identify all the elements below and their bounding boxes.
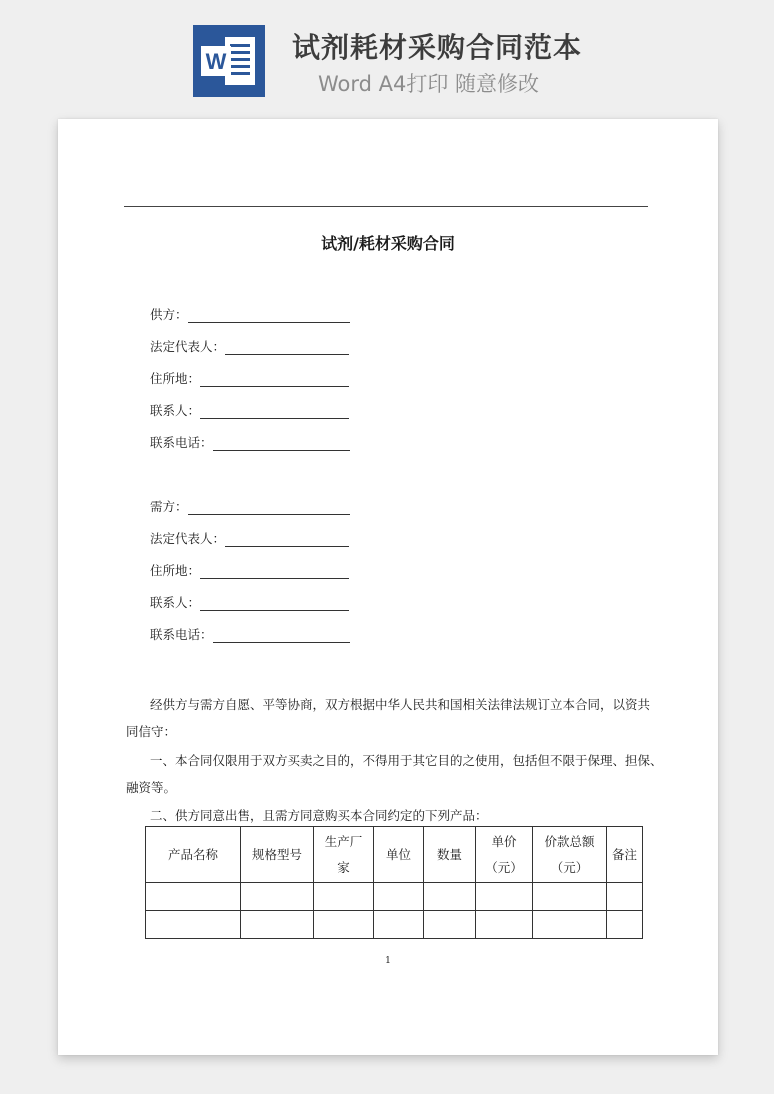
col-header-remarks: 备注 — [607, 827, 643, 883]
table-cell[interactable] — [607, 911, 643, 939]
buyer-address-label: 住所地： — [150, 563, 201, 578]
table-cell[interactable] — [476, 883, 533, 911]
product-table — [145, 826, 643, 939]
word-icon-letter: W — [205, 49, 227, 74]
table-cell[interactable] — [374, 911, 424, 939]
contract-title: 试剂/耗材采购合同 — [321, 234, 455, 253]
supplier-contact-field — [150, 401, 349, 419]
table-cell[interactable] — [424, 911, 476, 939]
buyer-phone-blank[interactable] — [213, 626, 350, 643]
supplier-legal-rep-field — [150, 337, 349, 355]
supplier-party-field — [150, 305, 350, 323]
table-row — [146, 911, 643, 939]
document-page — [58, 119, 718, 1055]
supplier-legal-rep-label: 法定代表人： — [150, 339, 226, 354]
table-cell[interactable] — [314, 911, 374, 939]
buyer-party-blank[interactable] — [188, 498, 350, 515]
table-row — [146, 883, 643, 911]
buyer-address-blank[interactable] — [200, 562, 349, 579]
supplier-party-label: 供方： — [150, 307, 188, 322]
table-cell[interactable] — [533, 883, 607, 911]
clause1-line1: 一、本合同仅限用于双方买卖之目的，不得用于其它目的之使用，包括但不限于保理、担保、 — [150, 753, 663, 768]
supplier-phone-field — [150, 433, 350, 451]
table-cell[interactable] — [146, 911, 241, 939]
watermark — [91, 474, 131, 514]
page-number: 1 — [385, 956, 391, 966]
col-header-product-name: 产品名称 — [146, 827, 241, 883]
buyer-legal-rep-field — [150, 529, 349, 547]
header-rule — [124, 206, 648, 207]
table-header-row — [146, 827, 643, 883]
supplier-address-blank[interactable] — [200, 370, 349, 387]
page-subtitle: Word A4打印 随意修改 — [318, 72, 540, 96]
col-header-total-price: 价款总额 （元） — [533, 827, 607, 883]
buyer-address-field — [150, 561, 349, 579]
supplier-phone-blank[interactable] — [213, 434, 350, 451]
buyer-legal-rep-blank[interactable] — [225, 530, 349, 547]
table-cell[interactable] — [533, 911, 607, 939]
supplier-address-field — [150, 369, 349, 387]
clause1-line2: 融资等。 — [126, 780, 177, 795]
col-header-unit-price: 单价 （元） — [476, 827, 533, 883]
buyer-party-label: 需方： — [150, 499, 188, 514]
col-header-unit: 单位 — [374, 827, 424, 883]
intro-paragraph-line2: 同信守： — [126, 724, 177, 739]
buyer-legal-rep-label: 法定代表人： — [150, 531, 226, 546]
table-cell[interactable] — [314, 883, 374, 911]
table-cell[interactable] — [241, 883, 314, 911]
supplier-party-blank[interactable] — [188, 306, 350, 323]
page-header — [0, 0, 774, 118]
col-header-manufacturer: 生产厂 家 — [314, 827, 374, 883]
table-cell[interactable] — [241, 911, 314, 939]
supplier-phone-label: 联系电话： — [150, 435, 213, 450]
page-title: 试剂耗材采购合同范本 — [292, 31, 583, 64]
word-doc-icon — [193, 25, 265, 97]
supplier-contact-blank[interactable] — [200, 402, 349, 419]
table-cell[interactable] — [146, 883, 241, 911]
supplier-address-label: 住所地： — [150, 371, 201, 386]
table-cell[interactable] — [476, 911, 533, 939]
buyer-contact-field — [150, 593, 349, 611]
col-header-quantity: 数量 — [424, 827, 476, 883]
table-cell[interactable] — [424, 883, 476, 911]
intro-paragraph-line1: 经供方与需方自愿、平等协商，双方根据中华人民共和国相关法律法规订立本合同，以资共 — [150, 697, 651, 712]
buyer-phone-field — [150, 625, 350, 643]
buyer-contact-blank[interactable] — [200, 594, 349, 611]
table-cell[interactable] — [374, 883, 424, 911]
table-cell[interactable] — [607, 883, 643, 911]
buyer-party-field — [150, 497, 350, 515]
buyer-contact-label: 联系人： — [150, 595, 201, 610]
clause2-text: 二、供方同意出售，且需方同意购买本合同约定的下列产品： — [150, 808, 488, 823]
buyer-phone-label: 联系电话： — [150, 627, 213, 642]
supplier-legal-rep-blank[interactable] — [225, 338, 349, 355]
supplier-contact-label: 联系人： — [150, 403, 201, 418]
col-header-spec-model: 规格型号 — [241, 827, 314, 883]
